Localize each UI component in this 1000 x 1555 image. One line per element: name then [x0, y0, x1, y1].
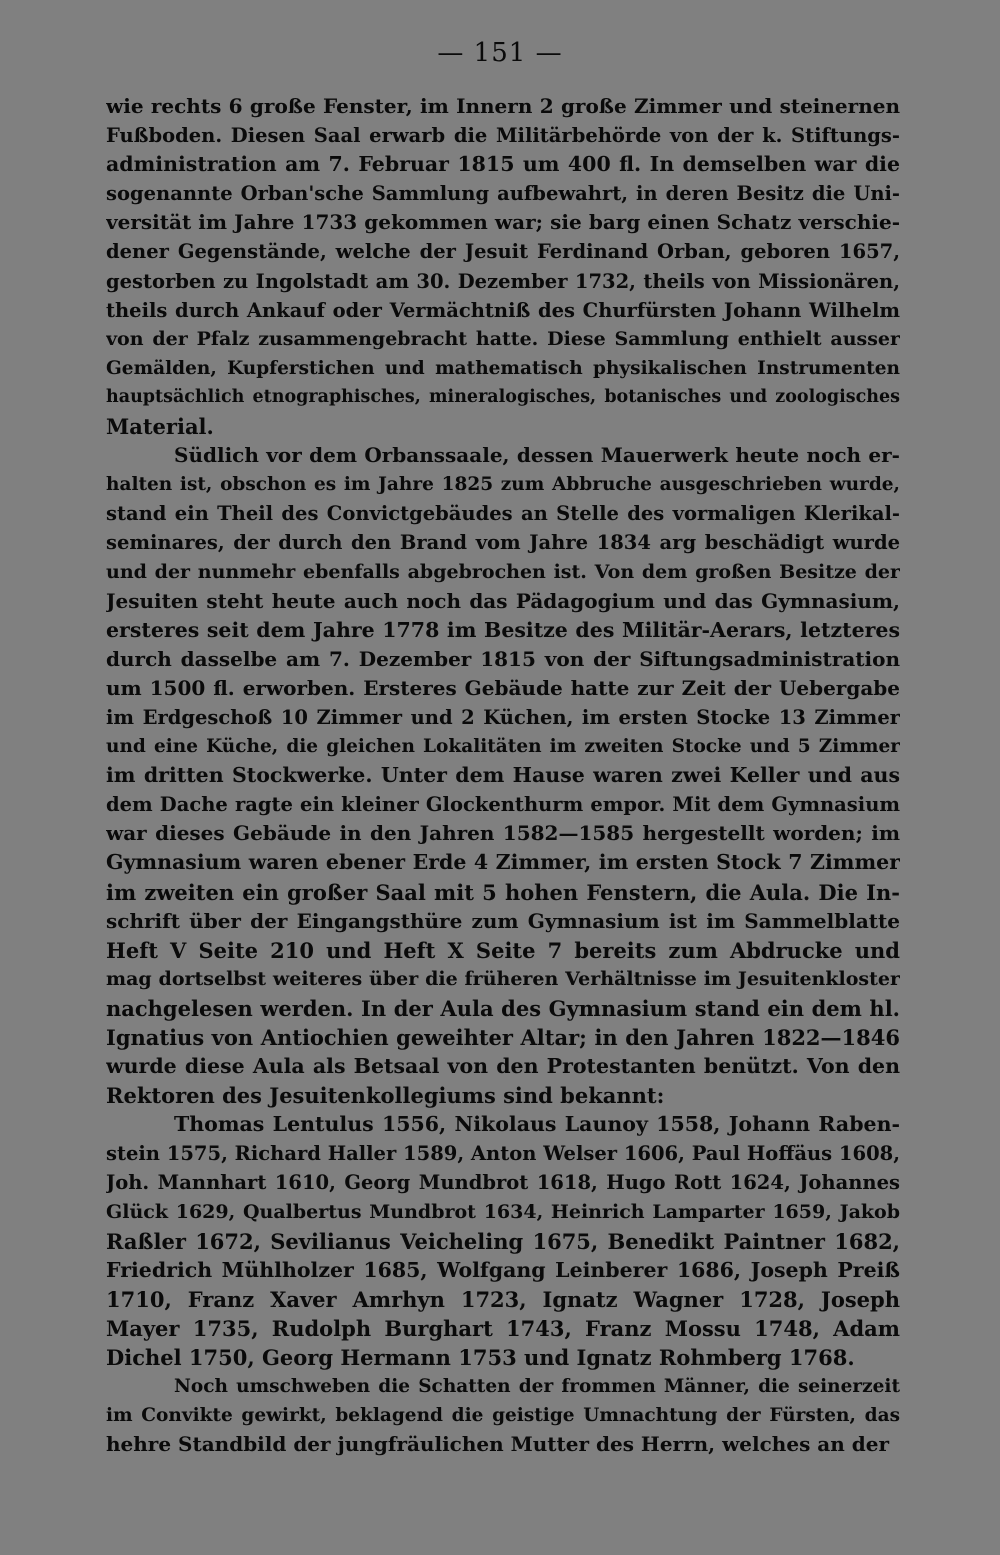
text-line: ersteres seit dem Jahre 1778 im Besitze des Militär-Aerars, letzteres	[106, 617, 900, 642]
text-line: Heft V Seite 210 und Heft X Seite 7 bereits zum Abdrucke und	[106, 937, 900, 963]
text-line: hauptsächlich etnographisches, mineralogisches, botanisches und zoologisches	[106, 386, 900, 407]
text-line: mag dortselbst weiteres über die früheren Verhältnisse im Jesuitenkloster	[106, 967, 900, 990]
text-line: sogenannte Orban'sche Sammlung aufbewahrt, in deren Besitz die Uni-	[106, 182, 900, 206]
text-line: halten ist, obschon es im Jahre 1825 zum Abbruche ausgeschrieben wurde,	[106, 474, 900, 496]
text-line: nachgelesen werden. In der Aula des Gymnasium stand ein dem hl.	[106, 995, 900, 1021]
text-line: gestorben zu Ingolstadt am 30. Dezember 1732, theils von Missionären,	[106, 269, 900, 293]
text-line: Dichel 1750, Georg Hermann 1753 und Ignatz Rohmberg 1768.	[106, 1345, 855, 1371]
text-line: seminares, der durch den Brand vom Jahre 1834 arg beschädigt wurde	[106, 531, 900, 555]
text-line: Material.	[106, 414, 214, 440]
text-line: 1710, Franz Xaver Amrhyn 1723, Ignatz Wagner 1728, Joseph	[106, 1286, 900, 1312]
text-line: Gemälden, Kupferstichen und mathematisch physikalischen Instrumenten	[106, 357, 900, 379]
text-line: Südlich vor dem Orbanssaale, dessen Mauerwerk heute noch er-	[174, 443, 900, 468]
text-line: Ignatius von Antiochien geweihter Altar; in den Jahren 1822—1846	[106, 1025, 900, 1050]
text-line: versität im Jahre 1733 gekommen war; sie barg einen Schatz verschie-	[106, 210, 900, 235]
text-line: Rektoren des Jesuitenkollegiums sind bekannt:	[106, 1083, 665, 1109]
text-line: Gymnasium waren ebener Erde 4 Zimmer, im ersten Stock 7 Zimmer	[106, 850, 900, 875]
text-line: Noch umschweben die Schatten der frommen Männer, die seinerzeit	[174, 1376, 900, 1398]
text-line: dem Dache ragte ein kleiner Glockenthurm empor. Mit dem Gymnasium	[106, 793, 900, 817]
text-line: Mayer 1735, Rudolph Burghart 1743, Franz Mossu 1748, Adam	[106, 1315, 900, 1341]
text-line: im zweiten ein großer Saal mit 5 hohen Fenstern, die Aula. Die In-	[106, 879, 900, 905]
text-line: durch dasselbe am 7. Dezember 1815 von der Siftungsadministration	[106, 646, 900, 671]
text-line: Jesuiten steht heute auch noch das Pädagogium und das Gymnasium,	[106, 588, 900, 613]
text-line: um 1500 fl. erworben. Ersteres Gebäude hatte zur Zeit der Uebergabe	[106, 675, 900, 700]
text-line: schrift über der Eingangsthüre zum Gymnasium ist im Sammelblatte	[106, 908, 900, 933]
text-line: wie rechts 6 große Fenster, im Innern 2 große Zimmer und steinernen	[106, 94, 900, 118]
text-line: wurde diese Aula als Betsaal von den Protestanten benützt. Von den	[106, 1054, 900, 1079]
text-line: und der nunmehr ebenfalls abgebrochen ist. Von dem großen Besitze der	[106, 560, 900, 583]
text-line: im Erdgeschoß 10 Zimmer und 2 Küchen, im ersten Stocke 13 Zimmer	[106, 705, 900, 729]
text-line: hehre Standbild der jungfräulichen Mutter des Herrn, welches an der	[106, 1432, 890, 1457]
text-line: von der Pfalz zusammengebracht hatte. Diese Sammlung enthielt ausser	[106, 327, 900, 350]
text-line: Thomas Lentulus 1556, Nikolaus Launoy 1558, Johann Raben-	[174, 1112, 900, 1137]
text-line: theils durch Ankauf oder Vermächtniß des Churfürsten Johann Wilhelm	[106, 298, 900, 322]
text-line: Glück 1629, Qualbertus Mundbrot 1634, Heinrich Lamparter 1659, Jakob	[106, 1200, 900, 1223]
text-line: Joh. Mannhart 1610, Georg Mundbrot 1618, Hugo Rott 1624, Johannes	[106, 1171, 900, 1195]
text-line: im Convikte gewirkt, beklagend die geistige Umnachtung der Fürsten, das	[106, 1405, 900, 1427]
body-text	[106, 92, 900, 1459]
page-number: — 151 —	[437, 38, 563, 68]
text-line: Friedrich Mühlholzer 1685, Wolfgang Leinberer 1686, Joseph Preiß	[106, 1257, 900, 1282]
text-line: stein 1575, Richard Haller 1589, Anton Welser 1606, Paul Hoffäus 1608,	[106, 1142, 900, 1166]
text-line: administration am 7. Februar 1815 um 400 fl. In demselben war die	[106, 152, 900, 177]
text-line: Fußboden. Diesen Saal erwarb die Militärbehörde von der k. Stiftungs-	[106, 124, 900, 148]
text-line: im dritten Stockwerke. Unter dem Hause waren zwei Keller und aus	[106, 763, 900, 788]
text-line: war dieses Gebäude in den Jahren 1582—1585 hergestellt worden; im	[106, 821, 900, 846]
text-line: stand ein Theil des Convictgebäudes an Stelle des vormaligen Klerikal-	[106, 502, 900, 526]
text-line: Raßler 1672, Sevilianus Veicheling 1675, Benedikt Paintner 1682,	[106, 1228, 900, 1254]
text-line: dener Gegenstände, welche der Jesuit Ferdinand Orban, geboren 1657,	[106, 240, 900, 264]
text-line: und eine Küche, die gleichen Lokalitäten im zweiten Stocke und 5 Zimmer	[106, 736, 900, 758]
